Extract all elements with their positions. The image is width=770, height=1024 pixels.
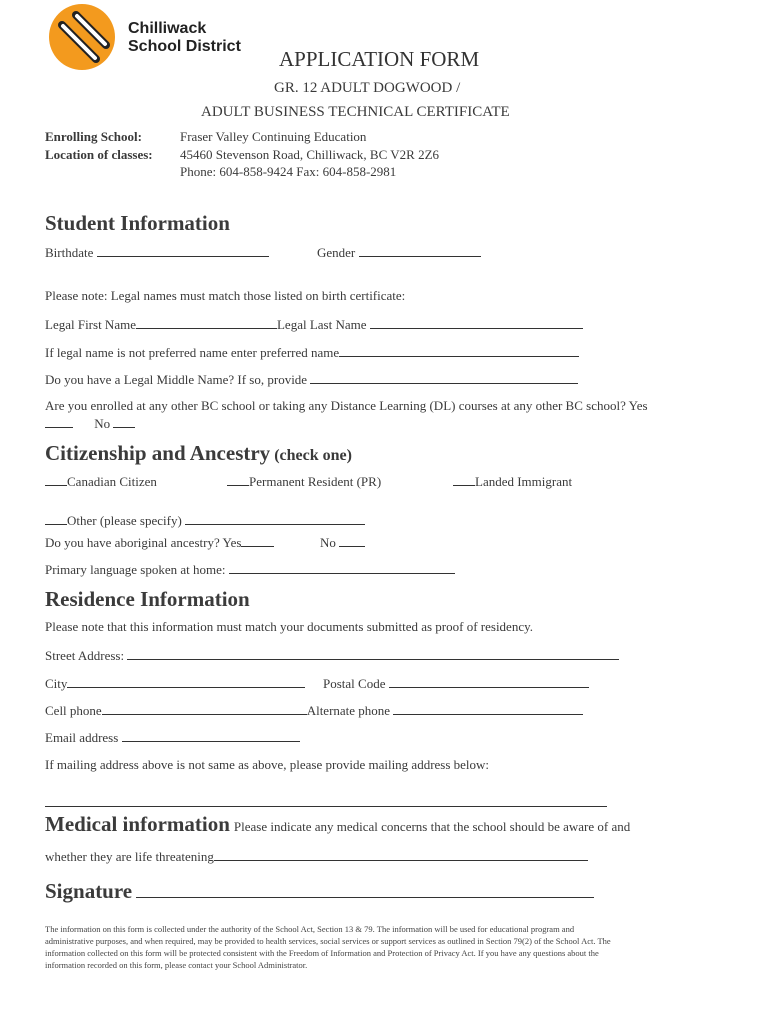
residence-note: Please note that this information must match your documents submitted as proof of residency. — [45, 619, 534, 634]
legal-last-name-label: Legal Last Name — [276, 317, 367, 332]
privacy-notice-line3: information collected on this form will be protected consistent with the Freedom of Information and Protection of Privacy Act. If you have any questions about the — [45, 948, 599, 958]
signature-heading: Signature — [45, 879, 133, 903]
city-field[interactable] — [67, 674, 305, 688]
residence-heading: Residence Information — [45, 587, 250, 611]
form-subtitle-2: ADULT BUSINESS TECHNICAL CERTIFICATE — [201, 104, 510, 120]
birthdate-label: Birthdate — [45, 245, 94, 260]
enrolled-no-label: No — [94, 416, 111, 431]
permanent-resident-label: Permanent Resident (PR) — [249, 474, 382, 489]
privacy-notice-line1: The information on this form is collected under the authority of the School Act, Section 13 & 79. The information will be used for educational program and — [45, 924, 575, 934]
canadian-citizen-label: Canadian Citizen — [67, 474, 157, 489]
postal-code-label: Postal Code — [323, 676, 386, 691]
mailing-address-field[interactable] — [45, 793, 607, 807]
email-label: Email address — [45, 730, 119, 745]
enrolled-yes-field[interactable] — [45, 414, 73, 428]
alternate-phone-label: Alternate phone — [306, 703, 391, 718]
primary-language-field[interactable] — [229, 560, 455, 574]
other-citizenship-check[interactable] — [45, 511, 67, 525]
school-district-logo — [48, 3, 116, 71]
enrolled-elsewhere-question: Are you enrolled at any other BC school or taking any Distance Learning (DL) courses at any other BC school? Yes — [45, 398, 648, 413]
location-value: 45460 Stevenson Road, Chilliwack, BC V2R 2Z6 — [180, 147, 440, 162]
landed-immigrant-check[interactable] — [453, 472, 475, 486]
legal-last-name-field[interactable] — [370, 315, 583, 329]
middle-name-field[interactable] — [310, 370, 578, 384]
other-citizenship-field[interactable] — [185, 511, 365, 525]
form-subtitle-1: GR. 12 ADULT DOGWOOD / — [274, 80, 461, 96]
aboriginal-question: Do you have aboriginal ancestry? Yes — [45, 535, 242, 550]
location-label: Location of classes: — [45, 147, 153, 162]
alternate-phone-field[interactable] — [393, 701, 583, 715]
legal-first-name-field[interactable] — [136, 315, 277, 329]
gender-field[interactable] — [359, 243, 481, 257]
cell-phone-field[interactable] — [102, 701, 307, 715]
signature-field[interactable] — [136, 879, 594, 898]
aboriginal-yes-field[interactable] — [241, 533, 274, 547]
logo-line2: School District — [128, 38, 241, 55]
citizenship-heading-note: (check one) — [274, 447, 352, 464]
logo-line1: Chilliwack — [128, 20, 207, 37]
medical-text-2: whether they are life threatening — [45, 849, 214, 864]
enrolling-school-label: Enrolling School: — [45, 129, 142, 144]
enrolling-school-value: Fraser Valley Continuing Education — [180, 129, 367, 144]
privacy-notice-line2: administrative purposes, and when required, may be provided to health services, social services or support services as outlined in Section 79(2) of the School Act. The — [45, 936, 611, 946]
street-address-field[interactable] — [127, 646, 619, 660]
preferred-name-label: If legal name is not preferred name enter preferred name — [45, 345, 340, 360]
mailing-address-note: If mailing address above is not same as above, please provide mailing address below: — [45, 757, 490, 772]
aboriginal-no-field[interactable] — [339, 533, 365, 547]
birthdate-field[interactable] — [97, 243, 269, 257]
medical-concerns-field[interactable] — [214, 847, 588, 861]
other-citizenship-label: Other (please specify) — [67, 513, 182, 528]
form-title: APPLICATION FORM — [279, 47, 480, 71]
medical-heading: Medical information — [45, 812, 230, 836]
cell-phone-label: Cell phone — [45, 703, 102, 718]
privacy-notice — [45, 923, 611, 971]
postal-code-field[interactable] — [389, 674, 589, 688]
landed-immigrant-label: Landed Immigrant — [475, 474, 573, 489]
permanent-resident-check[interactable] — [227, 472, 249, 486]
student-info-heading: Student Information — [45, 211, 230, 235]
street-address-label: Street Address: — [45, 648, 125, 663]
gender-label: Gender — [317, 245, 356, 260]
privacy-notice-line4: information recorded on this form, please contact your School Administrator. — [45, 960, 308, 970]
aboriginal-no-label: No — [320, 535, 336, 550]
phone-fax: Phone: 604-858-9424 Fax: 604-858-2981 — [180, 164, 397, 179]
primary-language-label: Primary language spoken at home: — [45, 562, 226, 577]
medical-text: Please indicate any medical concerns that the school should be aware of and — [233, 819, 631, 834]
logo-wordmark — [128, 20, 241, 56]
email-field[interactable] — [122, 728, 300, 742]
legal-names-note: Please note: Legal names must match those listed on birth certificate: — [45, 288, 406, 303]
city-label: City — [45, 676, 68, 691]
citizenship-heading: Citizenship and Ancestry — [45, 441, 271, 465]
legal-first-name-label: Legal First Name — [45, 317, 136, 332]
enrolled-no-field[interactable] — [113, 414, 135, 428]
preferred-name-field[interactable] — [339, 343, 579, 357]
middle-name-label: Do you have a Legal Middle Name? If so, provide — [45, 372, 308, 387]
canadian-citizen-check[interactable] — [45, 472, 67, 486]
